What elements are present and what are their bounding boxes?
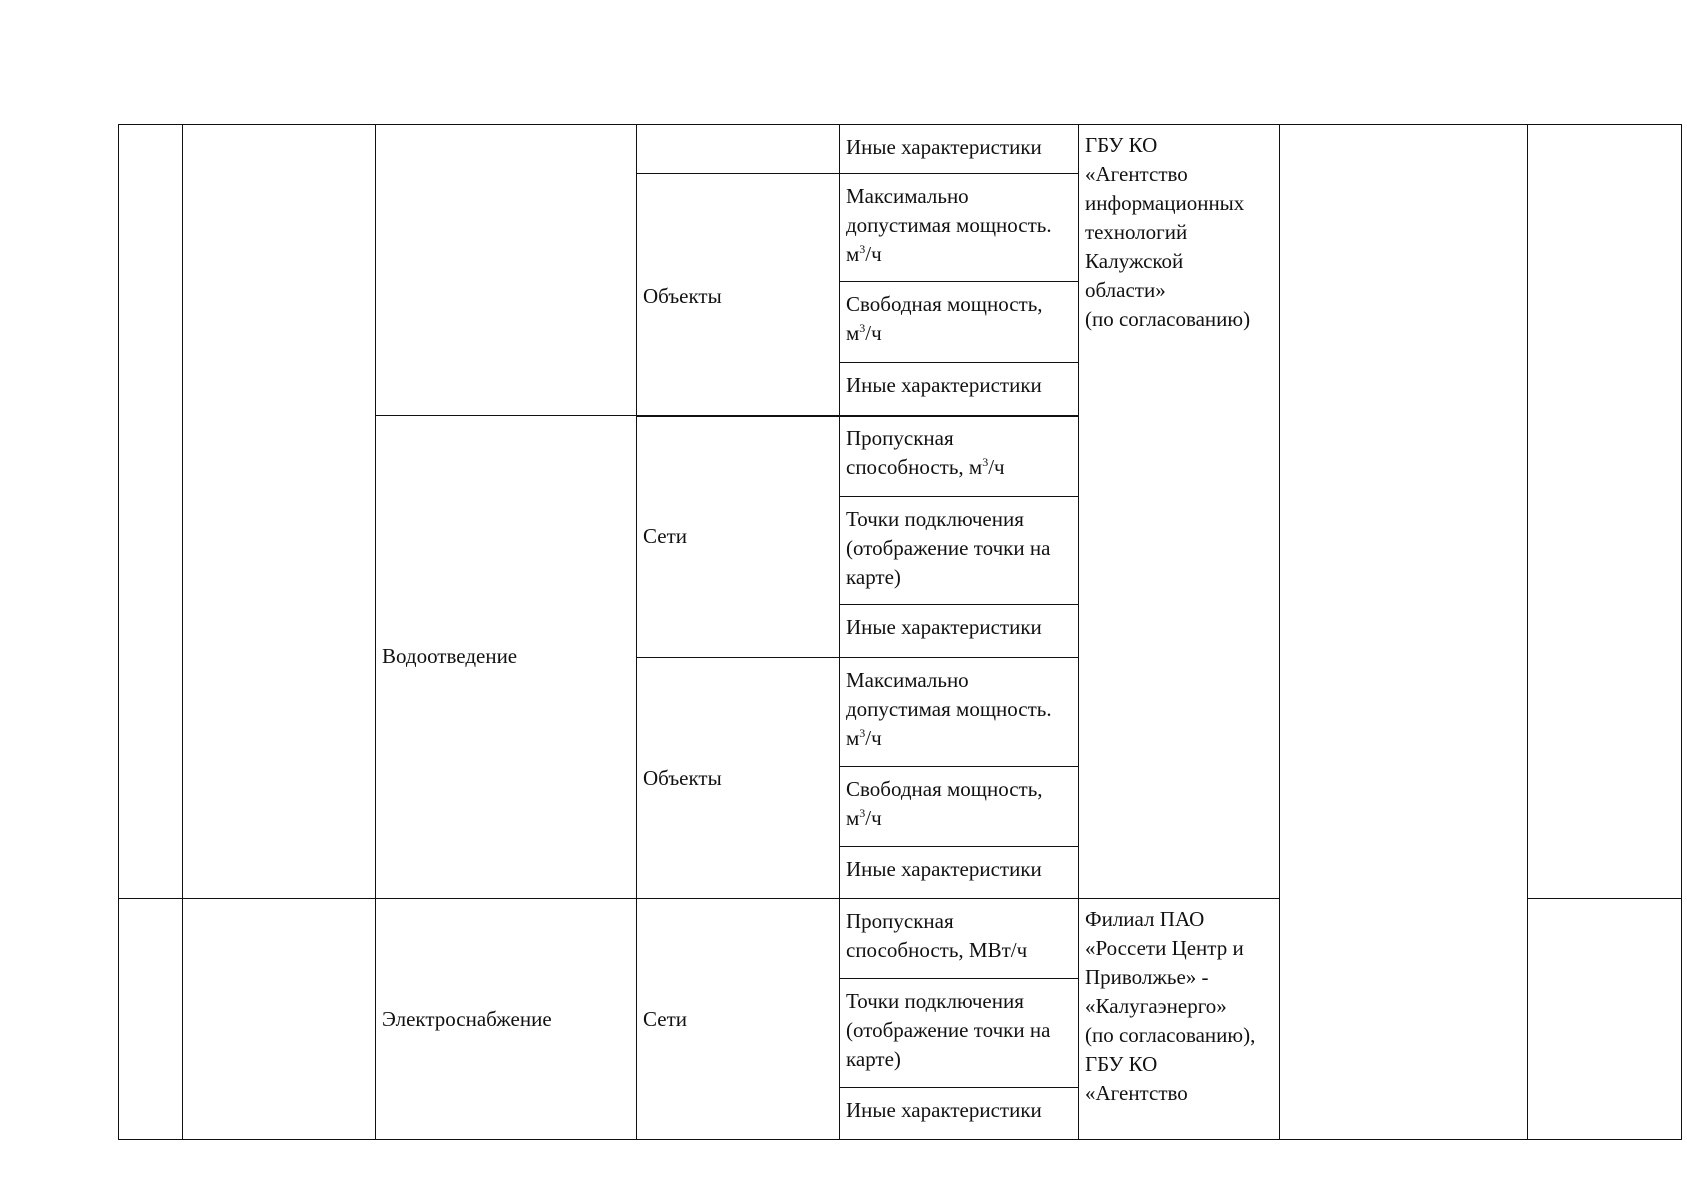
characteristic-cell <box>839 173 1079 282</box>
characteristic-label: Пропускная способность, МВт/ч <box>846 909 1028 962</box>
row-number-cell <box>118 898 183 1140</box>
utility-label-drainage: Водоотведение <box>382 644 518 668</box>
characteristic-cell <box>839 124 1079 174</box>
characteristic-cell <box>839 1087 1079 1140</box>
component-label: Сети <box>643 524 687 548</box>
characteristic-label: Иные характеристики <box>846 135 1042 159</box>
component-cell-drainage-objects <box>636 657 840 899</box>
extra-cell <box>1527 124 1682 899</box>
note-cell <box>1279 124 1528 1140</box>
utility-label-power: Электроснабжение <box>382 1007 552 1031</box>
component-cell-drainage-networks <box>636 415 840 658</box>
row-number-cell <box>118 124 183 899</box>
characteristic-cell <box>839 657 1079 767</box>
characteristic-label: Точки подключения (отображение точки на карте) <box>846 989 1051 1071</box>
characteristic-cell <box>839 898 1079 979</box>
characteristic-cell <box>839 496 1079 605</box>
name-cell <box>182 898 376 1140</box>
characteristic-label: Иные характеристики <box>846 857 1042 881</box>
responsible-organization-cell <box>1078 124 1280 899</box>
characteristic-cell <box>839 362 1079 417</box>
characteristic-label: Иные характеристики <box>846 1098 1042 1122</box>
characteristic-label: Иные характеристики <box>846 373 1042 397</box>
responsible-organization: ГБУ КО «Агентство информационных технологий Калужской области» (по согласованию) <box>1085 133 1251 331</box>
responsible-organization-cell <box>1078 898 1280 1140</box>
characteristic-label: Иные характеристики <box>846 615 1042 639</box>
characteristic-label: Свободная мощность, $м^3/ч$ <box>846 777 1043 830</box>
characteristic-label: Максимально допустимая мощность. $м^3/ч$ <box>846 184 1052 266</box>
utility-cell-power <box>375 898 637 1140</box>
characteristic-label: Свободная мощность, $м^3/ч$ <box>846 292 1043 345</box>
utility-cell-previous <box>375 124 637 416</box>
characteristic-label: Пропускная способность, $м^3/ч$ <box>846 426 1005 479</box>
component-cell-power-networks <box>636 898 840 1140</box>
component-cell-previous-objects <box>636 173 840 417</box>
utility-cell-drainage <box>375 415 637 899</box>
characteristic-cell <box>839 846 1079 899</box>
extra-cell <box>1527 898 1682 1140</box>
name-cell <box>182 124 376 899</box>
characteristic-cell <box>839 766 1079 847</box>
characteristic-label: Точки подключения (отображение точки на карте) <box>846 507 1051 589</box>
characteristic-cell <box>839 978 1079 1088</box>
characteristic-cell <box>839 604 1079 658</box>
component-label: Сети <box>643 1007 687 1031</box>
component-cell-previous-networks <box>636 124 840 174</box>
characteristic-label: Максимально допустимая мощность. $м^3/ч$ <box>846 668 1052 750</box>
characteristic-cell <box>839 281 1079 363</box>
utility-characteristics-table <box>118 124 1682 1140</box>
characteristic-cell <box>839 415 1079 497</box>
component-label: Объекты <box>643 284 722 308</box>
component-label: Объекты <box>643 766 722 790</box>
responsible-organization: Филиал ПАО «Россети Центр и Приволжье» - «Калугаэнерго» (по согласованию), ГБУ КО «Агентство <box>1085 907 1256 1105</box>
